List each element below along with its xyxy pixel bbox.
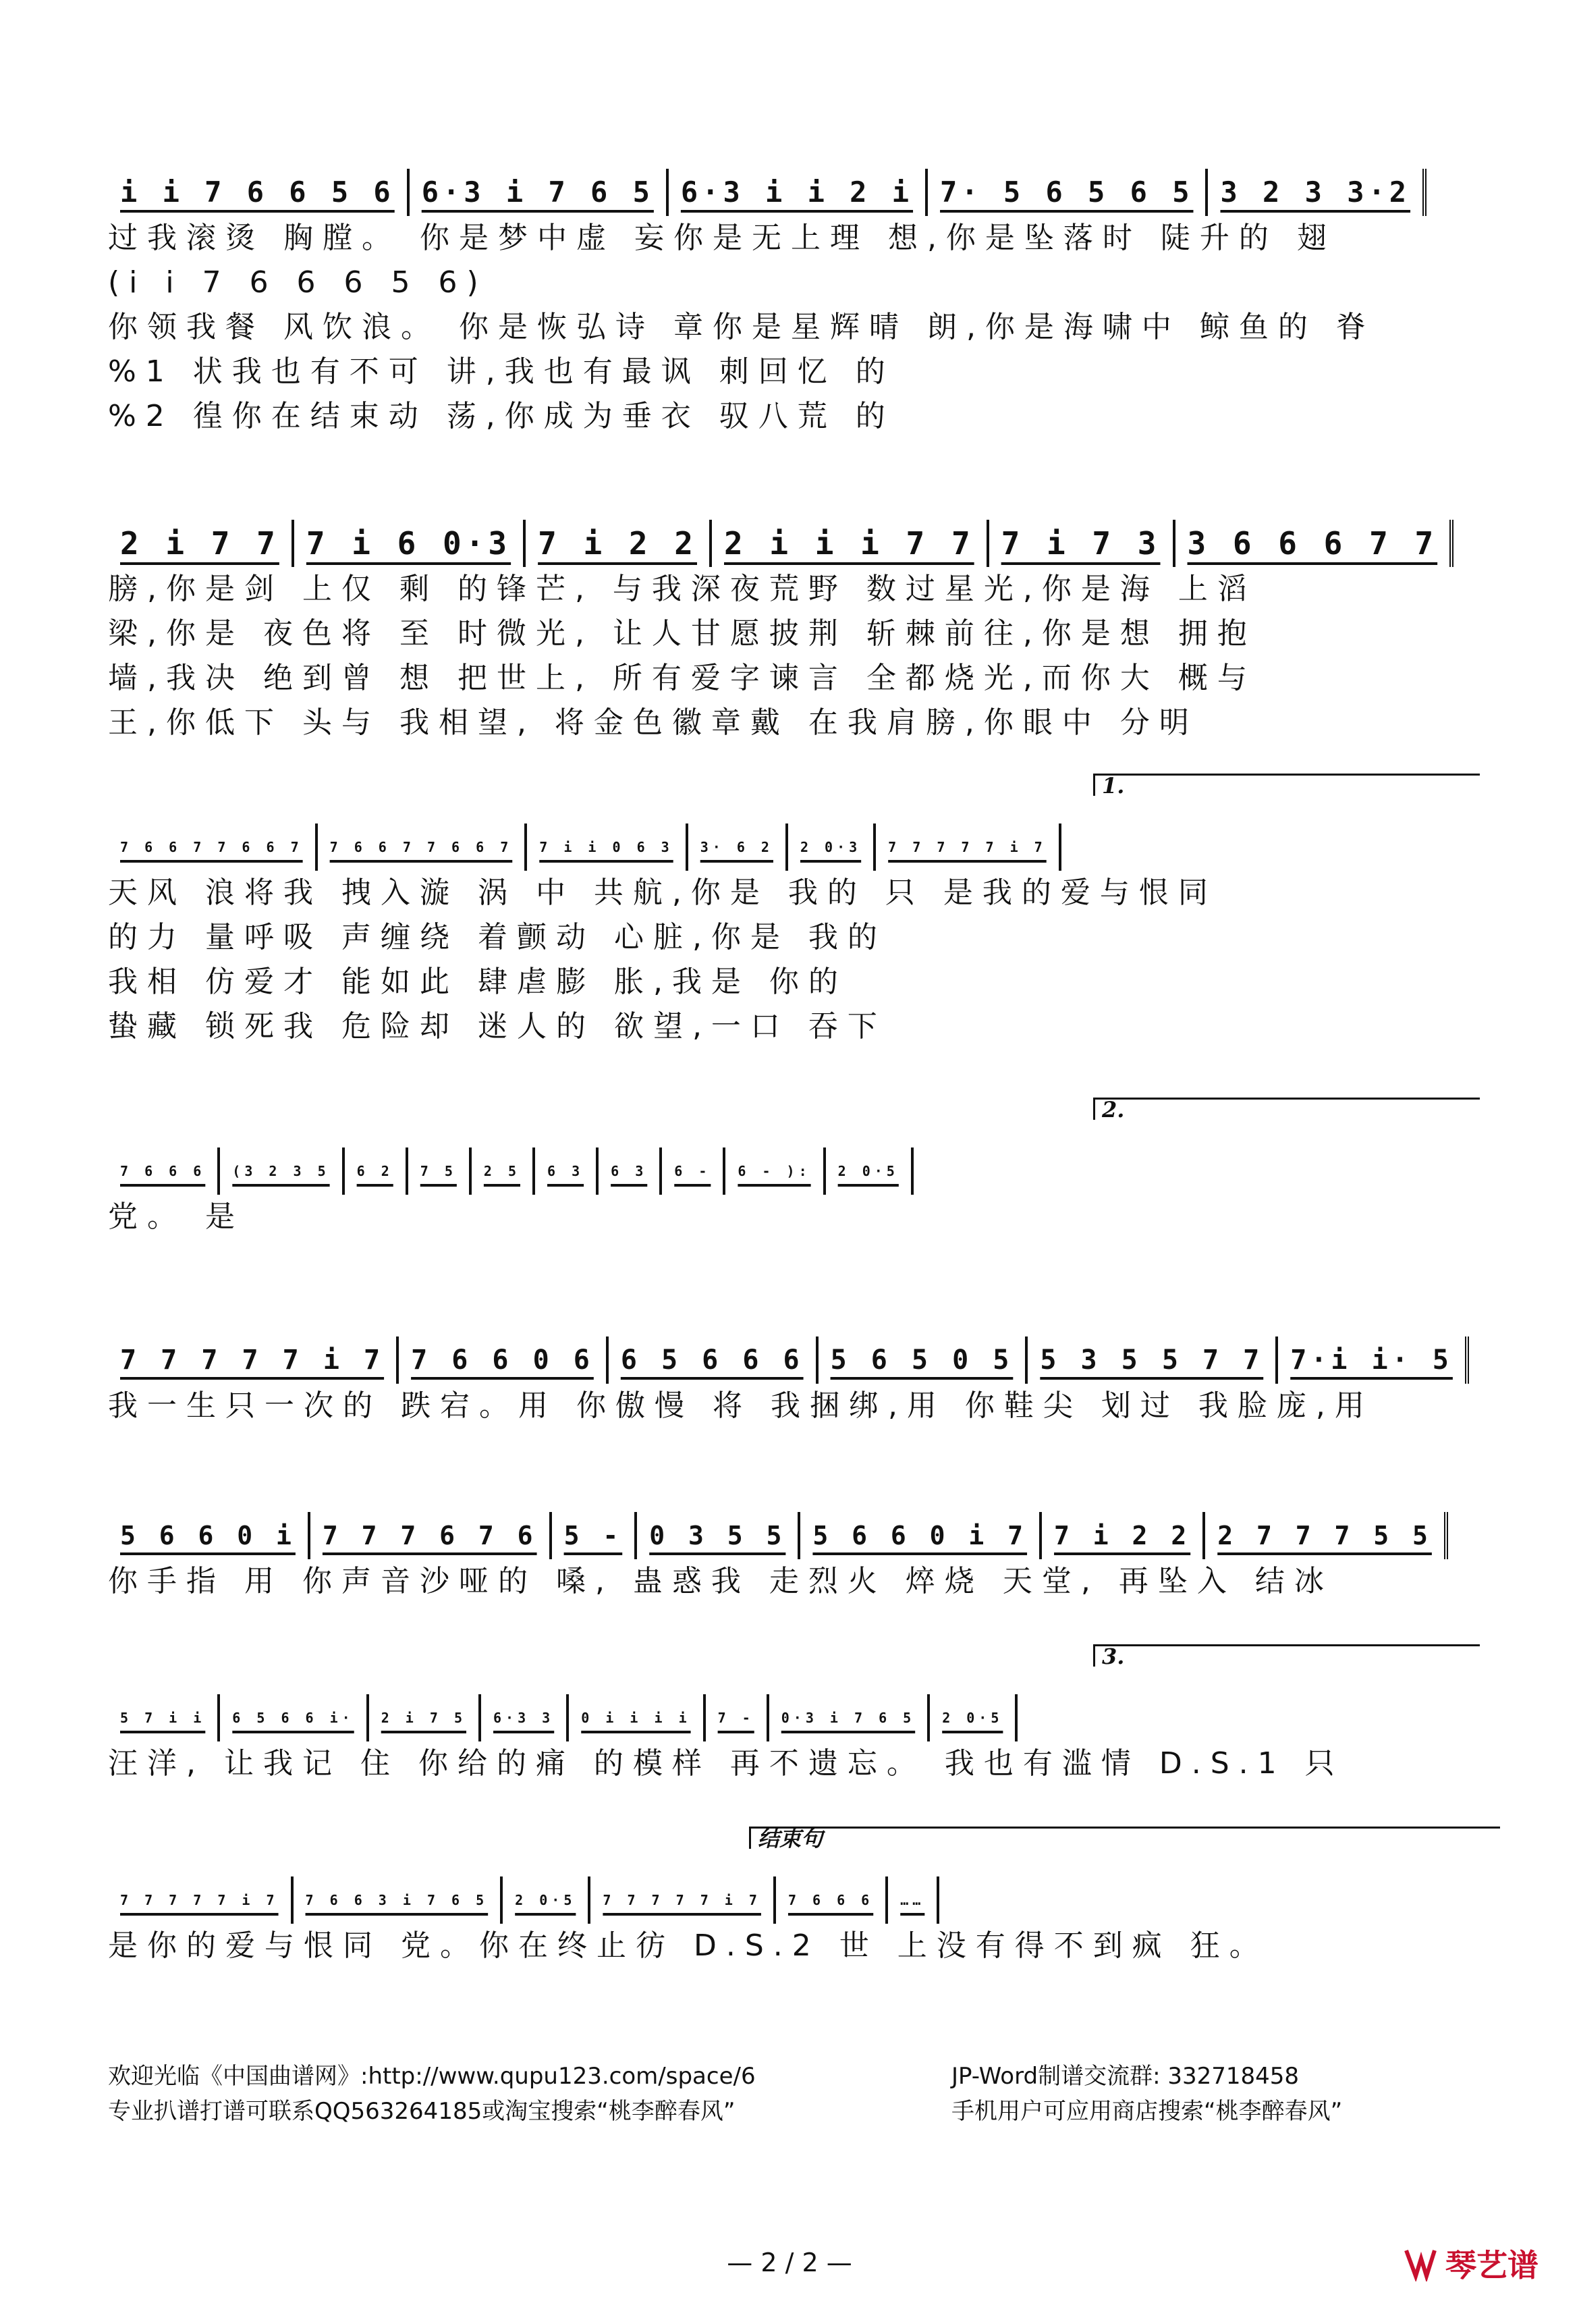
measure: 5 6 6 0 i [108, 1512, 310, 1559]
measure: 0 3 5 5 [637, 1512, 800, 1559]
measure: 7 6 6 6 [108, 1147, 220, 1195]
lyric-line: %1 状我也有不可 讲,我也有最讽 刺回忆 的 [108, 354, 895, 389]
measure: 3 6 6 6 7 7 [1175, 520, 1454, 567]
measure: 2 7 7 7 5 5 [1205, 1512, 1448, 1559]
measure: 7·i i· 5 [1278, 1336, 1469, 1384]
score-system [108, 1644, 1471, 1786]
measure: 5 6 5 0 5 [819, 1336, 1028, 1384]
measure: 7· 5 6 5 6 5 [928, 169, 1208, 216]
measure: 7 6 6 6 [776, 1876, 888, 1924]
lyric-line: 梁,你是 夜色将 至 时微光, 让人甘愿披荆 斩棘前往,你是想 拥抱 [108, 616, 1256, 651]
measure: 6 5 6 6 6 [609, 1336, 819, 1384]
notation-line [108, 1309, 1471, 1384]
measure: 6 3 [535, 1147, 599, 1195]
measure: 7 7 7 7 7 i 7 [876, 823, 1061, 871]
lyric-line: 党。 是 [108, 1199, 244, 1234]
notation-line [108, 1485, 1471, 1559]
measure: (3 2 3 5 [220, 1147, 344, 1195]
lyric-line: 膀,你是剑 上仅 剩 的锋芒, 与我深夜荒野 数过星光,你是海 上滔 [108, 572, 1256, 606]
footer-contact-line: 专业扒谱打谱可联系QQ563264185或淘宝搜索“桃李醉春风” [108, 2098, 736, 2125]
score-system [108, 142, 1471, 439]
footer-right [951, 2059, 1342, 2129]
volta-bracket: 3. [1093, 1644, 1480, 1667]
measure: 2 0·5 [503, 1876, 590, 1924]
lyric-line: 我相 仿爱才 能如此 肆虐膨 胀,我是 你的 [108, 965, 848, 999]
notation-line [108, 493, 1471, 567]
lyric-line: 天风 浪将我 拽入漩 涡 中 共航,你是 我的 只 是我的爱与恨同 [108, 875, 1217, 910]
lyric-line: (i i 7 6 6 6 5 6) [108, 265, 488, 300]
logo-text: 琴艺谱 [1445, 2247, 1539, 2284]
measure: 2 i 7 5 [369, 1694, 481, 1741]
notation-line [108, 1644, 1471, 1741]
measure: 7 7 7 6 7 6 [310, 1512, 552, 1559]
lyric-line: 是你的爱与恨同 党。你在终止彷 D.S.2 世 上没有得不到疯 狂。 [108, 1928, 1269, 1963]
measure: 3 2 3 3·2 [1208, 169, 1426, 216]
notation-line [108, 1097, 1471, 1195]
lyric-line: 汪洋, 让我记 住 你给的痛 的模样 再不遗忘。 我也有滥情 D.S.1 只 [108, 1746, 1344, 1781]
score-system [108, 1309, 1471, 1428]
notation-line [108, 142, 1471, 216]
measure: 7 i 7 3 [989, 520, 1175, 567]
measure: 2 i i i 7 7 [712, 520, 989, 567]
footer-left [108, 2059, 756, 2129]
measure: 5 7 i i [108, 1694, 220, 1741]
measure: 7 6 6 7 7 6 6 7 [108, 823, 318, 871]
measure: 6 - [662, 1147, 725, 1195]
measure: 2 5 [472, 1147, 535, 1195]
measure: 6·3 3 [481, 1694, 569, 1741]
lyric-line: 你手指 用 你声音沙哑的 嗓, 蛊惑我 走烈火 焠烧 天堂, 再坠入 结冰 [108, 1564, 1333, 1598]
lyric-line: 墙,我决 绝到曾 想 把世上, 所有爱字谏言 全都烧光,而你大 概与 [108, 661, 1256, 695]
notation-line [108, 1826, 1471, 1924]
measure: 7 i i 0 6 3 [527, 823, 688, 871]
volta-bracket: 2. [1093, 1098, 1480, 1120]
measure: 7 - [706, 1694, 769, 1741]
measure: 5 3 5 5 7 7 [1028, 1336, 1278, 1384]
measure: 7 5 [408, 1147, 472, 1195]
measure: 6 - ): [725, 1147, 825, 1195]
logo-icon [1402, 2245, 1439, 2281]
measure: 2 0·5 [930, 1694, 1018, 1741]
measure: 7 7 7 7 7 i 7 [108, 1876, 294, 1924]
measure: 2 0·3 [788, 823, 876, 871]
volta-bracket: 1. [1093, 774, 1480, 796]
page-number: — 2 / 2 — [727, 2248, 852, 2277]
measure: 5 6 6 0 i 7 [800, 1512, 1042, 1559]
measure: 6 5 6 6 i· [220, 1694, 368, 1741]
qinyipu-logo [1402, 2241, 1539, 2286]
lyric-line: 过我滚烫 胸膛。 你是梦中虚 妄你是无上理 想,你是坠落时 陡升的 翅 [108, 221, 1336, 255]
measure: 6 2 [345, 1147, 408, 1195]
measure: 3· 6 2 [688, 823, 788, 871]
measure: 6 3 [599, 1147, 662, 1195]
lyric-line: 蛰藏 锁死我 危险却 迷人的 欲望,一口 吞下 [108, 1009, 887, 1044]
measure: 7 i 2 2 [1042, 1512, 1205, 1559]
measure: 0 i i i i [569, 1694, 705, 1741]
measure: 6·3 i 7 6 5 [410, 169, 669, 216]
score-system [108, 1097, 1471, 1239]
measure: i i 7 6 6 5 6 [108, 169, 410, 216]
lyric-line: %2 徨你在结束动 荡,你成为垂衣 驭八荒 的 [108, 399, 895, 433]
measure: 7 6 6 3 i 7 6 5 [294, 1876, 503, 1924]
score-system [108, 773, 1471, 1049]
lyric-line: 我一生只一次的 跌宕。用 你傲慢 将 我捆绑,用 你鞋尖 划过 我脸庞,用 [108, 1388, 1374, 1423]
score-system [108, 1485, 1471, 1604]
volta-bracket: 结束句 [749, 1827, 1500, 1849]
measure: 2 0·5 [826, 1147, 914, 1195]
measure: 2 i 7 7 [108, 520, 294, 567]
measure: 5 - [552, 1512, 638, 1559]
measure: 6·3 i i 2 i [669, 169, 928, 216]
measure: …… [888, 1876, 939, 1924]
score-system [108, 493, 1471, 745]
measure: 7 7 7 7 7 i 7 [590, 1876, 776, 1924]
measure: 0·3 i 7 6 5 [769, 1694, 930, 1741]
measure: 7 6 6 0 6 [399, 1336, 609, 1384]
measure: 7 7 7 7 7 i 7 [108, 1336, 399, 1384]
lyric-line: 你领我餐 风饮浪。 你是恢弘诗 章你是星辉晴 朗,你是海啸中 鲸鱼的 脊 [108, 310, 1375, 344]
footer-group-line: JP-Word制谱交流群: 332718458 [951, 2063, 1300, 2090]
footer-app-line: 手机用户可应用商店搜索“桃李醉春风” [951, 2098, 1343, 2125]
lyric-line: 的力 量呼吸 声缠绕 着颤动 心脏,你是 我的 [108, 920, 887, 954]
footer-site-line: 欢迎光临《中国曲谱网》:http://www.qupu123.com/space/6 [108, 2063, 756, 2090]
score-system [108, 1826, 1471, 1968]
measure: 7 6 6 7 7 6 6 7 [318, 823, 528, 871]
notation-line [108, 773, 1471, 871]
lyric-line: 王,你低下 头与 我相望, 将金色徽章戴 在我肩膀,你眼中 分明 [108, 705, 1198, 740]
measure: 7 i 6 0·3 [294, 520, 526, 567]
measure: 7 i 2 2 [526, 520, 712, 567]
